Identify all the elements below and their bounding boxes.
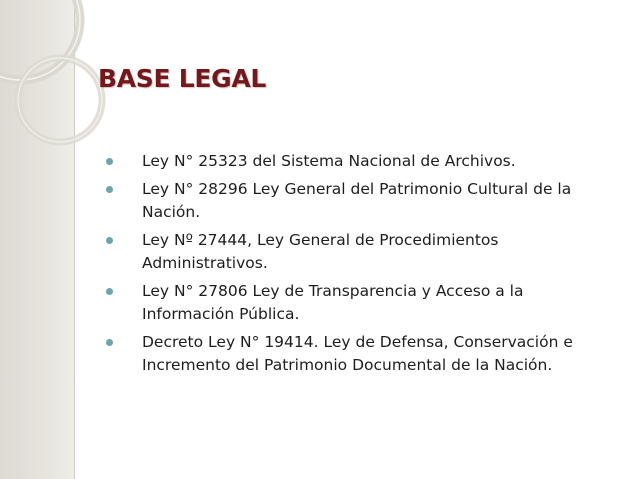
bullet-item: [102, 150, 602, 173]
slide-title: BASE LEGAL: [98, 64, 266, 93]
side-band: [0, 0, 74, 479]
bullet-text: Decreto Ley N° 19414. Ley de Defensa, Conservación e Incremento del Patrimonio Documental de la Nación.: [142, 333, 573, 374]
bullet-item: [102, 280, 602, 326]
bullet-text: Ley N° 27806 Ley de Transparencia y Acceso a la Información Pública.: [142, 282, 524, 323]
bullet-text: Ley N° 28296 Ley General del Patrimonio Cultural de la Nación.: [142, 180, 572, 221]
bullet-dot-icon: [106, 339, 113, 346]
bullet-list: [102, 150, 602, 382]
bullet-dot-icon: [106, 288, 113, 295]
bullet-dot-icon: [106, 237, 113, 244]
bullet-item: [102, 178, 602, 224]
bullet-item: [102, 331, 602, 377]
vertical-rule: [74, 0, 75, 479]
bullet-dot-icon: [106, 158, 113, 165]
bullet-text: Ley Nº 27444, Ley General de Procedimientos Administrativos.: [142, 231, 499, 272]
bullet-item: [102, 229, 602, 275]
bullet-text: Ley N° 25323 del Sistema Nacional de Archivos.: [142, 152, 516, 170]
bullet-dot-icon: [106, 186, 113, 193]
